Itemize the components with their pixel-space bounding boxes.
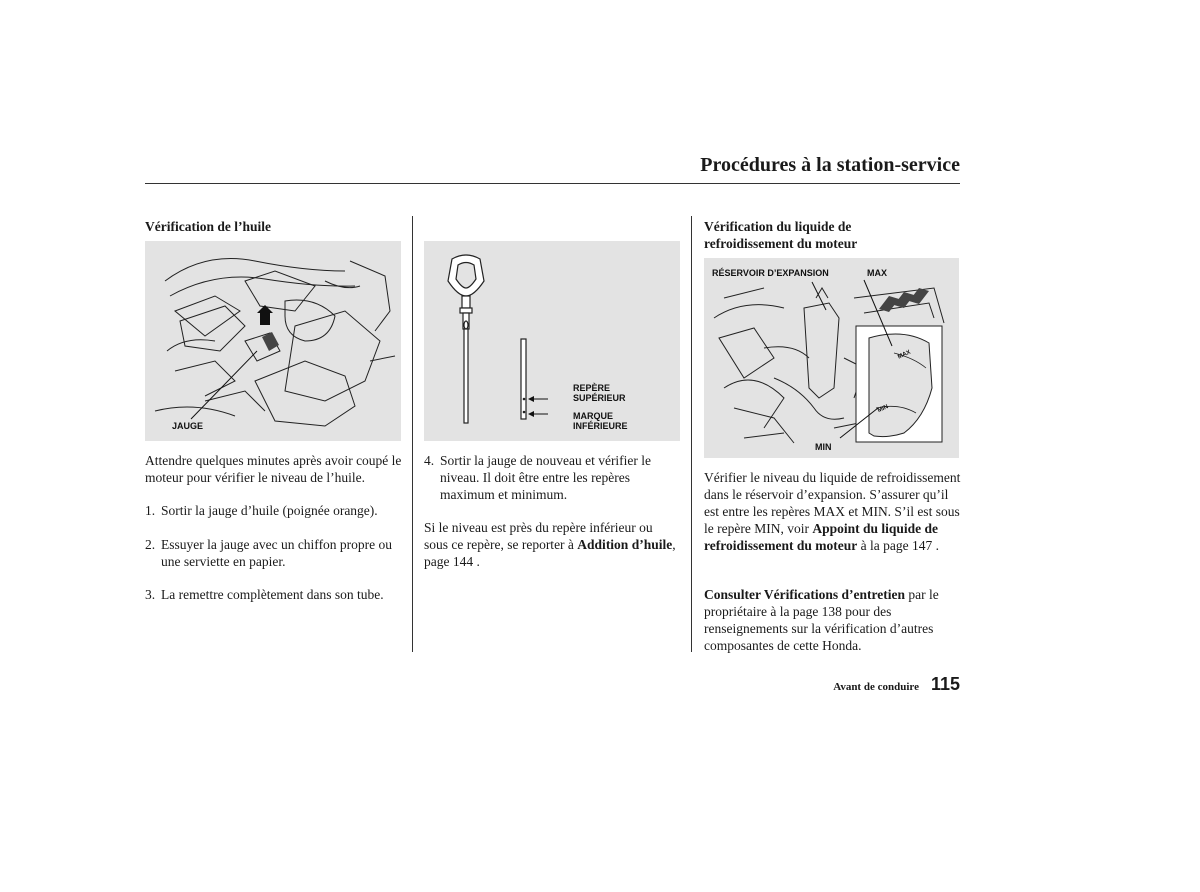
page-number: 115 [930,674,960,694]
step-number: 3. [145,587,156,602]
step-text: Sortir la jauge d’huile (poignée orange). [161,503,378,518]
maintenance-check-link[interactable]: Consulter Vérifications d’entretien [704,587,905,602]
step-text: La remettre complètement dans son tube. [161,587,384,602]
coolant-text: Vérifier le niveau du liquide de refroidissement dans le réservoir d’expansion. S’assurer qu’il est entre les repères MAX et MIN. S’il est sous le repère MIN, voir [704,470,961,536]
step-number: 4. [424,453,435,468]
header-rule [145,183,960,184]
step-text: Essuyer la jauge avec un chiffon propre ou une serviette en papier. [161,537,393,569]
coolant-heading-line2: refroidissement du moteur [704,236,858,251]
lower-mark-label-line2: INFÉRIEURE [573,420,628,431]
page-footer [760,674,960,695]
upper-mark-label-line1: REPÈRE [573,383,611,393]
max-label: MAX [867,268,887,278]
dipstick-label: JAUGE [172,421,204,431]
column-divider-right [691,216,692,652]
oil-check-intro: Attendre quelques minutes après avoir coupé le moteur pour vérifier le niveau de l’huile. [145,453,402,485]
page-title: Procédures à la station-service [700,154,960,176]
maintenance-paragraph [704,586,964,654]
upper-mark-label-line2: SUPÉRIEUR [573,392,626,403]
tank-max-marking: MAX [897,349,912,361]
step-number: 2. [145,537,156,552]
maintenance-text: par le propriétaire à la page 138 pour des renseignements sur la vérification d’autres composantes de cette Honda. [704,587,939,653]
low-oil-page-ref: , page 144 . [424,537,676,569]
lower-mark-label [573,412,628,431]
coolant-reservoir-figure [704,258,959,458]
dipstick-figure [424,241,680,441]
lower-mark-label-line1: MARQUE [573,411,613,421]
low-oil-text: Si le niveau est près du repère inférieur ou sous ce repère, se reporter à [424,520,653,552]
low-oil-paragraph [424,519,680,570]
oil-step-1 [145,502,403,519]
expansion-tank-label: RÉSERVOIR D’EXPANSION [712,268,829,278]
engine-oil-figure [145,241,401,441]
engine-bay-illustration [145,241,401,441]
coolant-page-ref: à la page 147 . [857,538,939,553]
step-number: 1. [145,503,156,518]
upper-mark-label [573,384,626,403]
adding-oil-link[interactable]: Addition d’huile [577,537,673,552]
coolant-refill-link[interactable]: Appoint du liquide de refroidissement du moteur [704,521,939,553]
step-text: Sortir la jauge de nouveau et vérifier le niveau. Il doit être entre les repères maximum et minimum. [440,453,652,502]
column-divider-left [412,216,413,652]
coolant-heading-line1: Vérification du liquide de [704,219,852,234]
coolant-paragraph [704,469,966,554]
tank-min-marking: MIN [876,404,890,415]
coolant-reservoir-illustration [704,258,959,458]
oil-check-heading: Vérification de l’huile [145,219,271,234]
coolant-check-heading [704,218,857,252]
oil-step-2 [145,536,403,570]
oil-step-3 [145,586,403,603]
min-label: MIN [815,442,832,452]
oil-step-4 [424,452,680,503]
dipstick-illustration [424,241,680,441]
footer-section-title: Avant de conduire [833,681,919,693]
